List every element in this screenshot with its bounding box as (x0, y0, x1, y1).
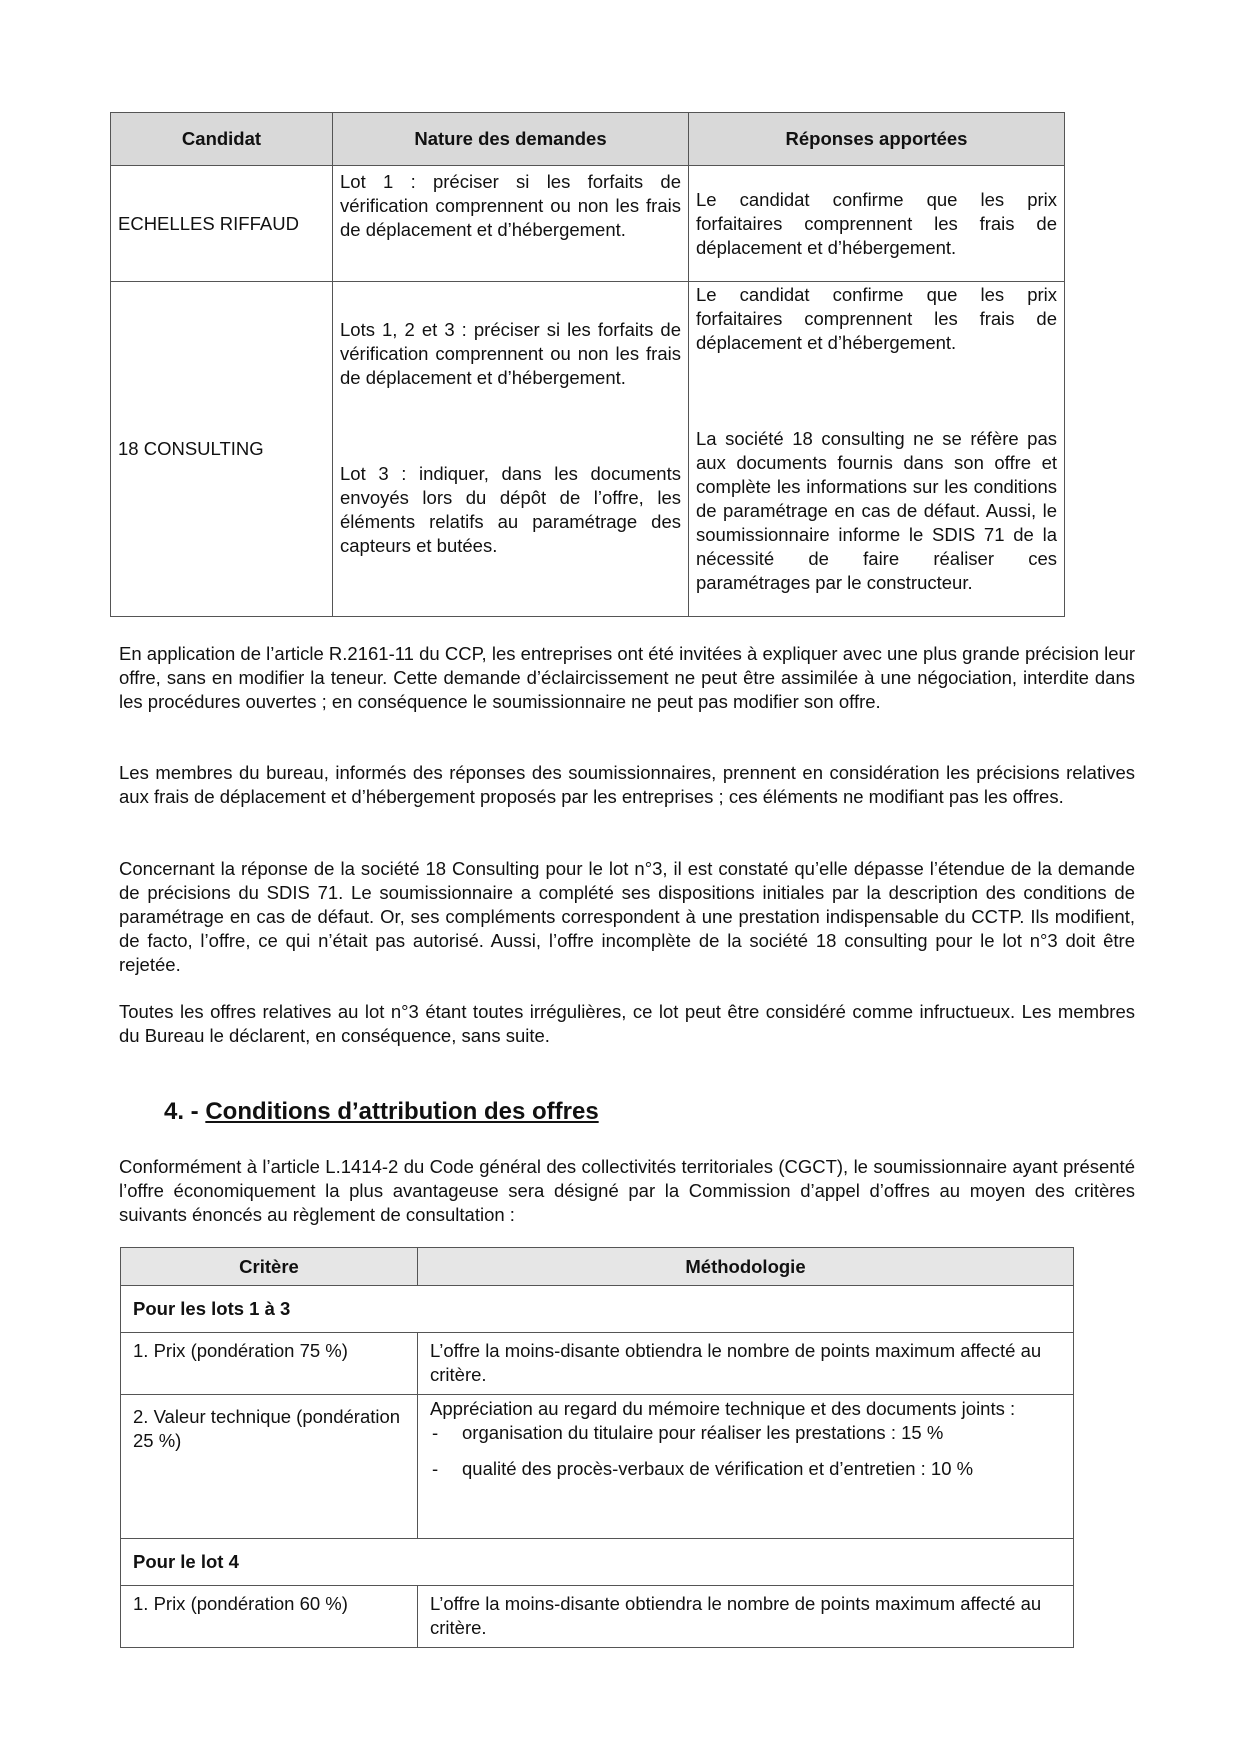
header-critere: Critère (121, 1248, 418, 1286)
candidate-name: 18 CONSULTING (111, 282, 333, 617)
table-row (121, 1586, 1074, 1648)
bullet-marker: - (432, 1422, 439, 1443)
bullet-marker: - (432, 1458, 439, 1479)
group-row (121, 1539, 1074, 1586)
group-label: Pour le lot 4 (121, 1539, 1074, 1586)
criteria-table (120, 1247, 1074, 1648)
table-row (111, 166, 1065, 282)
table-header-row (121, 1248, 1074, 1286)
request-text: Lot 1 : préciser si les forfaits de vérification comprennent ou non les frais de déplacement et d’hébergement. (333, 166, 689, 282)
response-cell (689, 282, 1065, 617)
request-text: Lot 3 : indiquer, dans les documents envoyés lors du dépôt de l’offre, les éléments relatifs au paramétrage des capteurs et butées. (340, 463, 681, 556)
table-row (121, 1395, 1074, 1539)
paragraph: Conformément à l’article L.1414-2 du Code général des collectivités territoriales (CGCT), le soumissionnaire ayant présenté l’offre économiquement la plus avantageuse sera désigné par la Commission d’appel d’offres au moyen des critères suivants énoncés au règlement de consultation : (119, 1156, 1135, 1225)
paragraph: En application de l’article R.2161-11 du CCP, les entreprises ont été invitées à expliquer avec une plus grande précision leur offre, sans en modifier la teneur. Cette demande d’éclaircissement ne peut être assimilée à une négociation, interdite dans les procédures ouvertes ; en conséquence le soumissionnaire ne peut pas modifier son offre. (119, 643, 1135, 712)
response-text: Le candidat confirme que les prix forfaitaires comprennent les frais de déplacement et d’hébergement. (689, 166, 1065, 282)
request-text: Lots 1, 2 et 3 : préciser si les forfaits de vérification comprennent ou non les frais de déplacement et d’hébergement. (340, 319, 681, 388)
header-candidat: Candidat (111, 113, 333, 166)
paragraph: Les membres du bureau, informés des réponses des soumissionnaires, prennent en considération les précisions relatives aux frais de déplacement et d’hébergement proposés par les entreprises ; ces éléments ne modifiant pas les offres. (119, 762, 1135, 807)
section-heading (164, 1098, 599, 1126)
criterion: 2. Valeur technique (pondération 25 %) (121, 1395, 418, 1539)
response-text: La société 18 consulting ne se réfère pas aux documents fournis dans son offre et complète les informations sur les conditions de paramétrage en cas de défaut. Aussi, le soumissionnaire informe le SDIS 71 de la nécessité de faire réaliser ces paramétrages par le constructeur. (696, 428, 1057, 593)
header-reponses: Réponses apportées (689, 113, 1065, 166)
request-cell (333, 282, 689, 617)
section-title: Conditions d’attribution des offres (205, 1098, 599, 1125)
group-label: Pour les lots 1 à 3 (121, 1286, 1074, 1333)
clarification-requests-table (110, 112, 1065, 617)
section-number: 4. - (164, 1098, 206, 1125)
list-item: - organisation du titulaire pour réaliser les prestations : 15 % (432, 1422, 944, 1443)
paragraph: Concernant la réponse de la société 18 Consulting pour le lot n°3, il est constaté qu’elle dépasse l’étendue de la demande de précisions du SDIS 71. Le soumissionnaire a complété ses dispositions initiales par la description des conditions de paramétrage en cas de défaut. Or, ses compléments correspondent à une prestation indispensable du CCTP. Ils modifient, de facto, l’offre, ce qui n’était pas autorisé. Aussi, l’offre incomplète de la société 18 consulting pour le lot n°3 doit être rejetée. (119, 858, 1135, 975)
table-row (121, 1333, 1074, 1395)
response-text: Le candidat confirme que les prix forfaitaires comprennent les frais de déplacement et d’hébergement. (696, 284, 1057, 353)
header-nature-demandes: Nature des demandes (333, 113, 689, 166)
group-row (121, 1286, 1074, 1333)
paragraph: Toutes les offres relatives au lot n°3 étant toutes irrégulières, ce lot peut être considéré comme infructueux. Les membres du Bureau le déclarent, en conséquence, sans suite. (119, 1001, 1135, 1046)
list-item: - qualité des procès-verbaux de vérification et d’entretien : 10 % (432, 1458, 974, 1479)
methodology: L’offre la moins-disante obtiendra le nombre de points maximum affecté au critère. (418, 1333, 1074, 1395)
criterion: 1. Prix (pondération 75 %) (121, 1333, 418, 1395)
bullet-list (430, 1421, 1061, 1481)
methodology-intro: Appréciation au regard du mémoire technique et des documents joints : (430, 1398, 1016, 1419)
methodology: L’offre la moins-disante obtiendra le nombre de points maximum affecté au critère. (418, 1586, 1074, 1648)
criterion: 1. Prix (pondération 60 %) (121, 1586, 418, 1648)
candidate-name: ECHELLES RIFFAUD (111, 166, 333, 282)
table-row (111, 282, 1065, 617)
methodology (418, 1395, 1074, 1539)
header-methodologie: Méthodologie (418, 1248, 1074, 1286)
table-header-row (111, 113, 1065, 166)
